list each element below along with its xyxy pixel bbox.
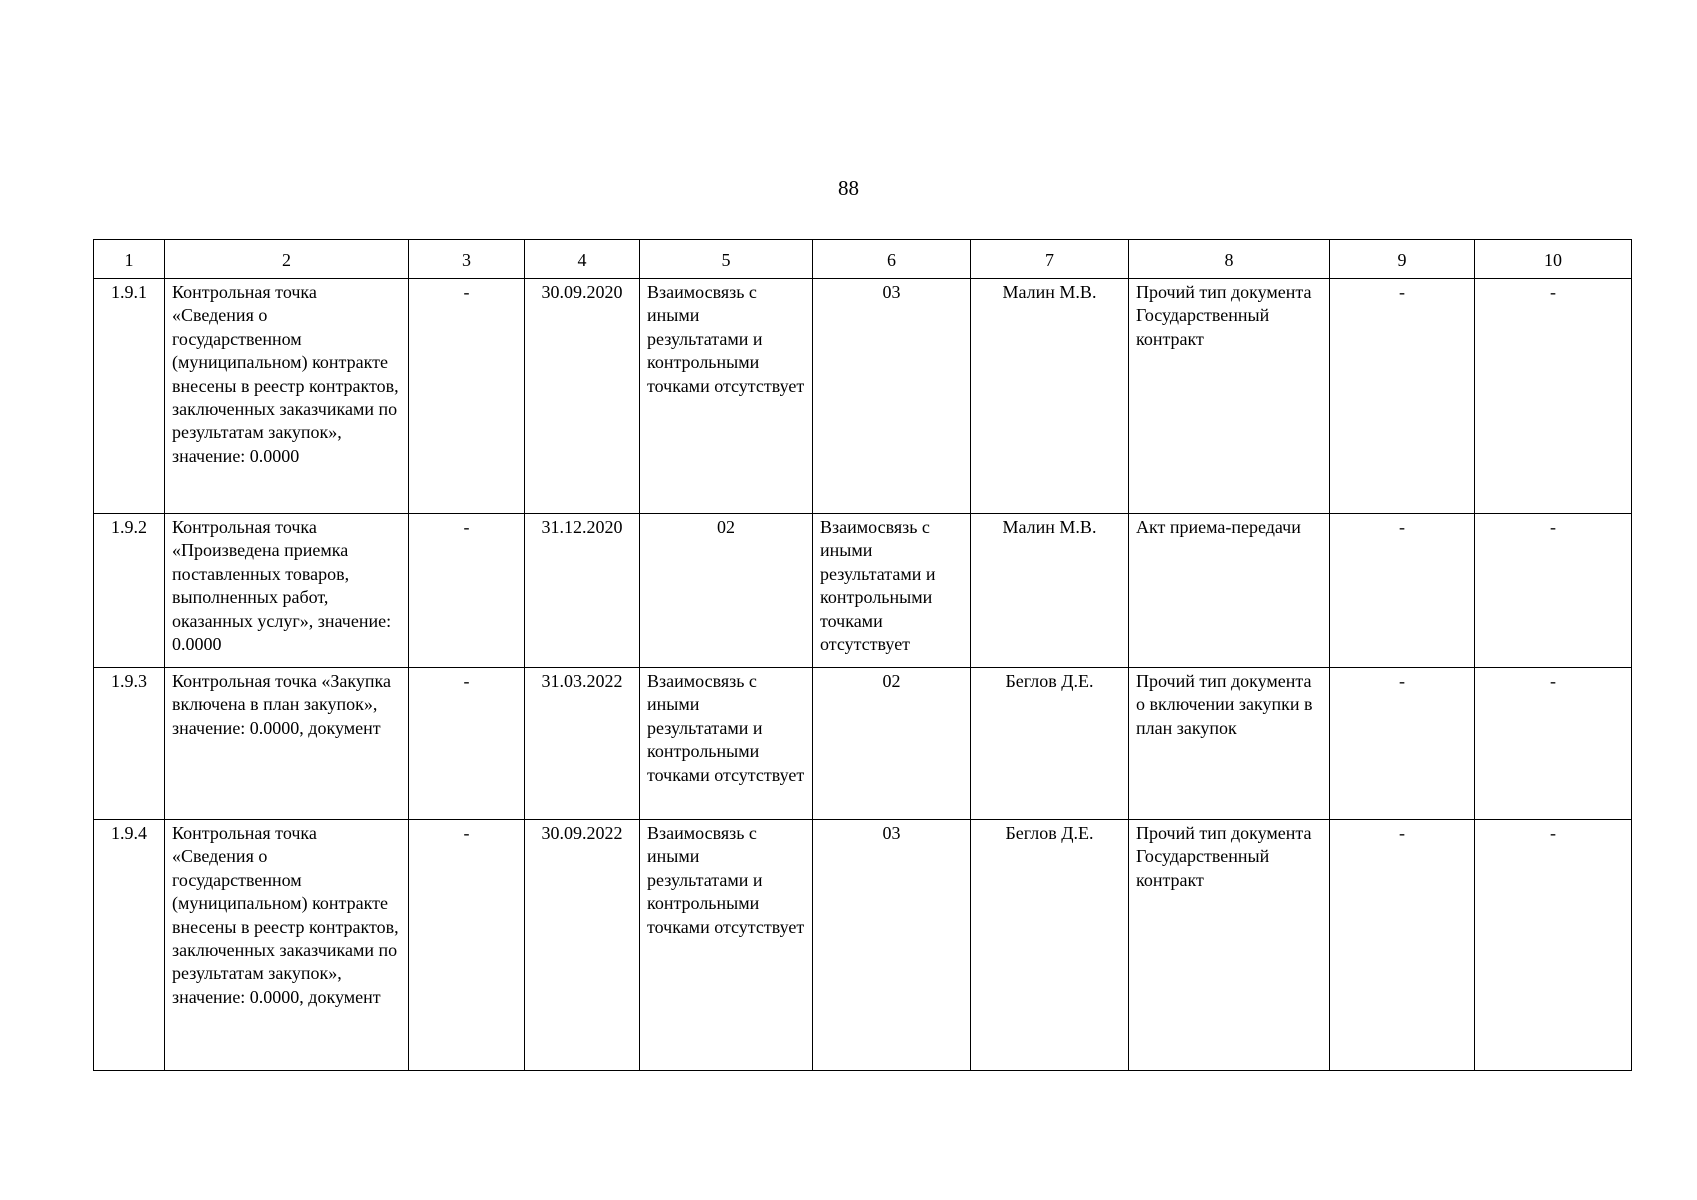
- header-cell: 8: [1129, 240, 1330, 279]
- table-cell: 02: [813, 668, 971, 820]
- table-cell: -: [1330, 820, 1475, 1071]
- table-cell: Взаимосвязь с иными результатами и контрольными точками отсутствует: [640, 820, 813, 1071]
- table-cell: -: [1330, 668, 1475, 820]
- table-cell: -: [1475, 668, 1632, 820]
- table-row: [94, 820, 1632, 1071]
- row-number: 1.9.2: [94, 514, 165, 668]
- header-cell: 6: [813, 240, 971, 279]
- table-row: [94, 668, 1632, 820]
- responsible-person: Беглов Д.Е.: [971, 668, 1129, 820]
- header-cell: 7: [971, 240, 1129, 279]
- table-cell: 02: [640, 514, 813, 668]
- row-number: 1.9.3: [94, 668, 165, 820]
- due-date: 31.03.2022: [525, 668, 640, 820]
- header-cell: 3: [409, 240, 525, 279]
- due-date: 30.09.2022: [525, 820, 640, 1071]
- header-cell: 5: [640, 240, 813, 279]
- document-type: Прочий тип документа Государственный контракт: [1129, 279, 1330, 514]
- header-cell: 2: [165, 240, 409, 279]
- header-cell: 10: [1475, 240, 1632, 279]
- table-cell: -: [1475, 820, 1632, 1071]
- document-type: Акт приема-передачи: [1129, 514, 1330, 668]
- checkpoint-description: Контрольная точка «Произведена приемка поставленных товаров, выполненных работ, оказанных услуг», значение: 0.0000: [165, 514, 409, 668]
- due-date: 30.09.2020: [525, 279, 640, 514]
- table-cell: -: [409, 279, 525, 514]
- checkpoint-description: Контрольная точка «Сведения о государственном (муниципальном) контракте внесены в реестр контрактов, заключенных заказчиками по результатам закупок», значение: 0.0000, документ: [165, 820, 409, 1071]
- due-date: 31.12.2020: [525, 514, 640, 668]
- table-cell: 03: [813, 279, 971, 514]
- table-cell: -: [1330, 514, 1475, 668]
- table-cell: -: [409, 668, 525, 820]
- header-row: [94, 240, 1632, 279]
- table-cell: -: [1330, 279, 1475, 514]
- table-cell: Взаимосвязь с иными результатами и контрольными точками отсутствует: [640, 668, 813, 820]
- document-type: Прочий тип документа Государственный контракт: [1129, 820, 1330, 1071]
- data-table: [93, 239, 1632, 1071]
- table-cell: Взаимосвязь с иными результатами и контрольными точками отсутствует: [640, 279, 813, 514]
- table-cell: -: [1475, 279, 1632, 514]
- table-row: [94, 514, 1632, 668]
- table-cell: -: [409, 820, 525, 1071]
- responsible-person: Беглов Д.Е.: [971, 820, 1129, 1071]
- table-cell: 03: [813, 820, 971, 1071]
- responsible-person: Малин М.В.: [971, 514, 1129, 668]
- table-cell: -: [409, 514, 525, 668]
- header-cell: 1: [94, 240, 165, 279]
- row-number: 1.9.1: [94, 279, 165, 514]
- table-cell: Взаимосвязь с иными результатами и контрольными точками отсутствует: [813, 514, 971, 668]
- responsible-person: Малин М.В.: [971, 279, 1129, 514]
- table-cell: -: [1475, 514, 1632, 668]
- checkpoint-description: Контрольная точка «Закупка включена в план закупок», значение: 0.0000, документ: [165, 668, 409, 820]
- page-number: 88: [838, 176, 859, 200]
- header-cell: 9: [1330, 240, 1475, 279]
- table-row: [94, 279, 1632, 514]
- header-cell: 4: [525, 240, 640, 279]
- document-type: Прочий тип документа о включении закупки в план закупок: [1129, 668, 1330, 820]
- checkpoint-description: Контрольная точка «Сведения о государственном (муниципальном) контракте внесены в реестр контрактов, заключенных заказчиками по результатам закупок», значение: 0.0000: [165, 279, 409, 514]
- row-number: 1.9.4: [94, 820, 165, 1071]
